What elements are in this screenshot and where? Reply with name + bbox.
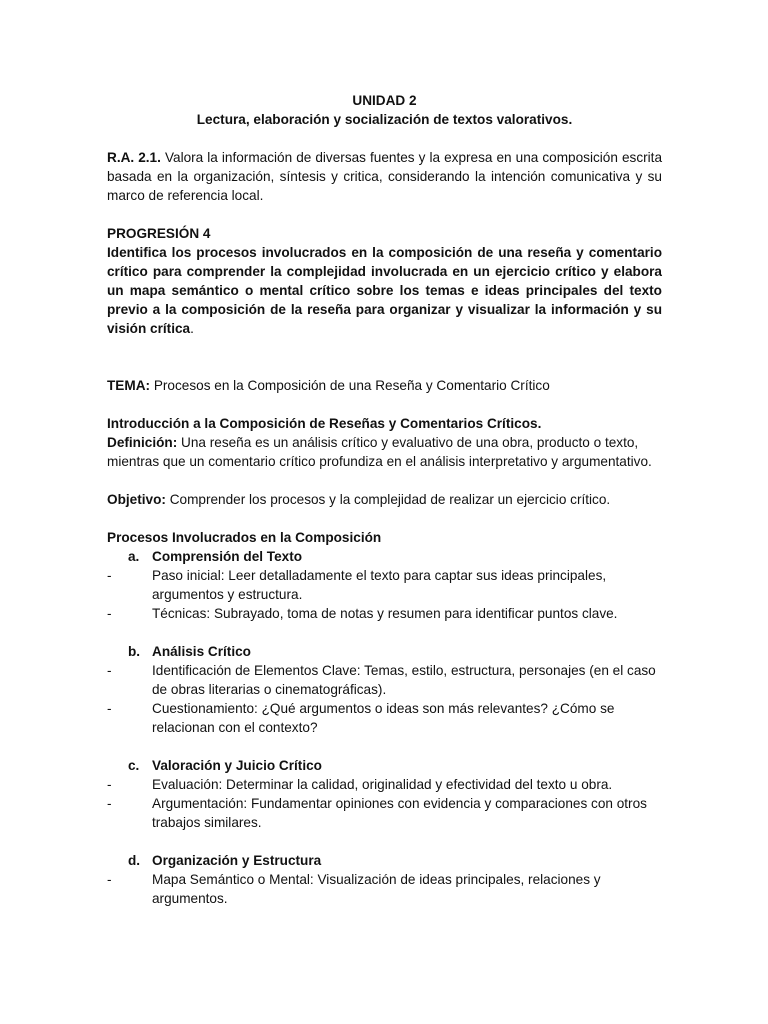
processes-title: Procesos Involucrados en la Composición	[107, 530, 382, 545]
bullet-text: Mapa Semántico o Mental: Visualización de ideas principales, relaciones y argumentos.	[152, 872, 601, 906]
bullet-dash: -	[107, 777, 112, 792]
list-item	[107, 566, 662, 604]
section-title: Valoración y Juicio Crítico	[152, 758, 322, 773]
section-heading-a	[107, 547, 662, 566]
list-item	[107, 870, 662, 908]
ra-text: Valora la información de diversas fuentes y la expresa en una composición escrita basada en la organización, síntesis y critica, considerando la intención comunicativa y su marco de referencia local.	[107, 150, 663, 203]
section-title: Comprensión del Texto	[152, 549, 303, 564]
progression-end: .	[190, 321, 194, 336]
tema-label: TEMA:	[107, 378, 151, 393]
intro-title: Introducción a la Composición de Reseñas y Comentarios Críticos.	[107, 416, 542, 431]
objective-line	[107, 490, 662, 509]
bullet-text: Paso inicial: Leer detalladamente el texto para captar sus ideas principales, argumentos y estructura.	[152, 568, 607, 602]
bullet-dash: -	[107, 701, 112, 716]
bullet-dash: -	[107, 606, 112, 621]
section-heading-c	[107, 756, 662, 775]
section-title: Análisis Crítico	[152, 644, 251, 659]
progression-title: PROGRESIÓN 4	[107, 226, 211, 241]
unit-title: UNIDAD 2	[352, 93, 417, 108]
list-item	[107, 604, 662, 623]
list-item	[107, 699, 662, 737]
bullet-text: Argumentación: Fundamentar opiniones con evidencia y comparaciones con otros trabajos similares.	[152, 796, 647, 830]
bullet-text: Técnicas: Subrayado, toma de notas y resumen para identificar puntos clave.	[152, 606, 618, 621]
list-item	[107, 661, 662, 699]
tema-line	[107, 376, 662, 395]
bullet-dash: -	[107, 568, 112, 583]
section-letter: d.	[128, 853, 141, 868]
bullet-dash: -	[107, 663, 112, 678]
section-letter: a.	[128, 549, 140, 564]
progression-text: Identifica los procesos involucrados en la composición de una reseña y comentario crítico para comprender la complejidad involucrada en un ejercicio crítico y elabora un mapa semántico o mental crítico sobre los temas e ideas principales del texto previo a la composición de la reseña para organizar y visualizar la información y su visión crítica	[107, 245, 662, 336]
bullet-text: Identificación de Elementos Clave: Temas, estilo, estructura, personajes (en el caso de obras literarias o cinematográficas).	[152, 663, 656, 697]
bullet-dash: -	[107, 872, 112, 887]
unit-subtitle: Lectura, elaboración y socialización de textos valorativos.	[196, 112, 573, 127]
list-item	[107, 794, 662, 832]
document-content	[107, 91, 662, 908]
bullet-text: Evaluación: Determinar la calidad, originalidad y efectividad del texto u obra.	[152, 777, 613, 792]
section-letter: c.	[128, 758, 140, 773]
section-title: Organización y Estructura	[152, 853, 322, 868]
progression-paragraph	[107, 243, 662, 338]
definition-label: Definición:	[107, 435, 178, 450]
ra-label: R.A. 2.1.	[107, 150, 161, 165]
ra-paragraph	[107, 148, 662, 205]
definition-paragraph	[107, 433, 662, 471]
bullet-dash: -	[107, 796, 112, 811]
objective-text: Comprender los procesos y la complejidad de realizar un ejercicio crítico.	[169, 492, 611, 507]
tema-text: Procesos en la Composición de una Reseña y Comentario Crítico	[153, 378, 550, 393]
definition-text: Una reseña es un análisis crítico y evaluativo de una obra, producto o texto, mientras que un comentario crítico profundiza en el análisis interpretativo y argumentativo.	[107, 435, 652, 469]
objective-label: Objetivo:	[107, 492, 166, 507]
section-letter: b.	[128, 644, 141, 659]
list-item	[107, 775, 662, 794]
section-heading-d	[107, 851, 662, 870]
section-heading-b	[107, 642, 662, 661]
bullet-text: Cuestionamiento: ¿Qué argumentos o ideas son más relevantes? ¿Cómo se relacionan con el contexto?	[152, 701, 615, 735]
